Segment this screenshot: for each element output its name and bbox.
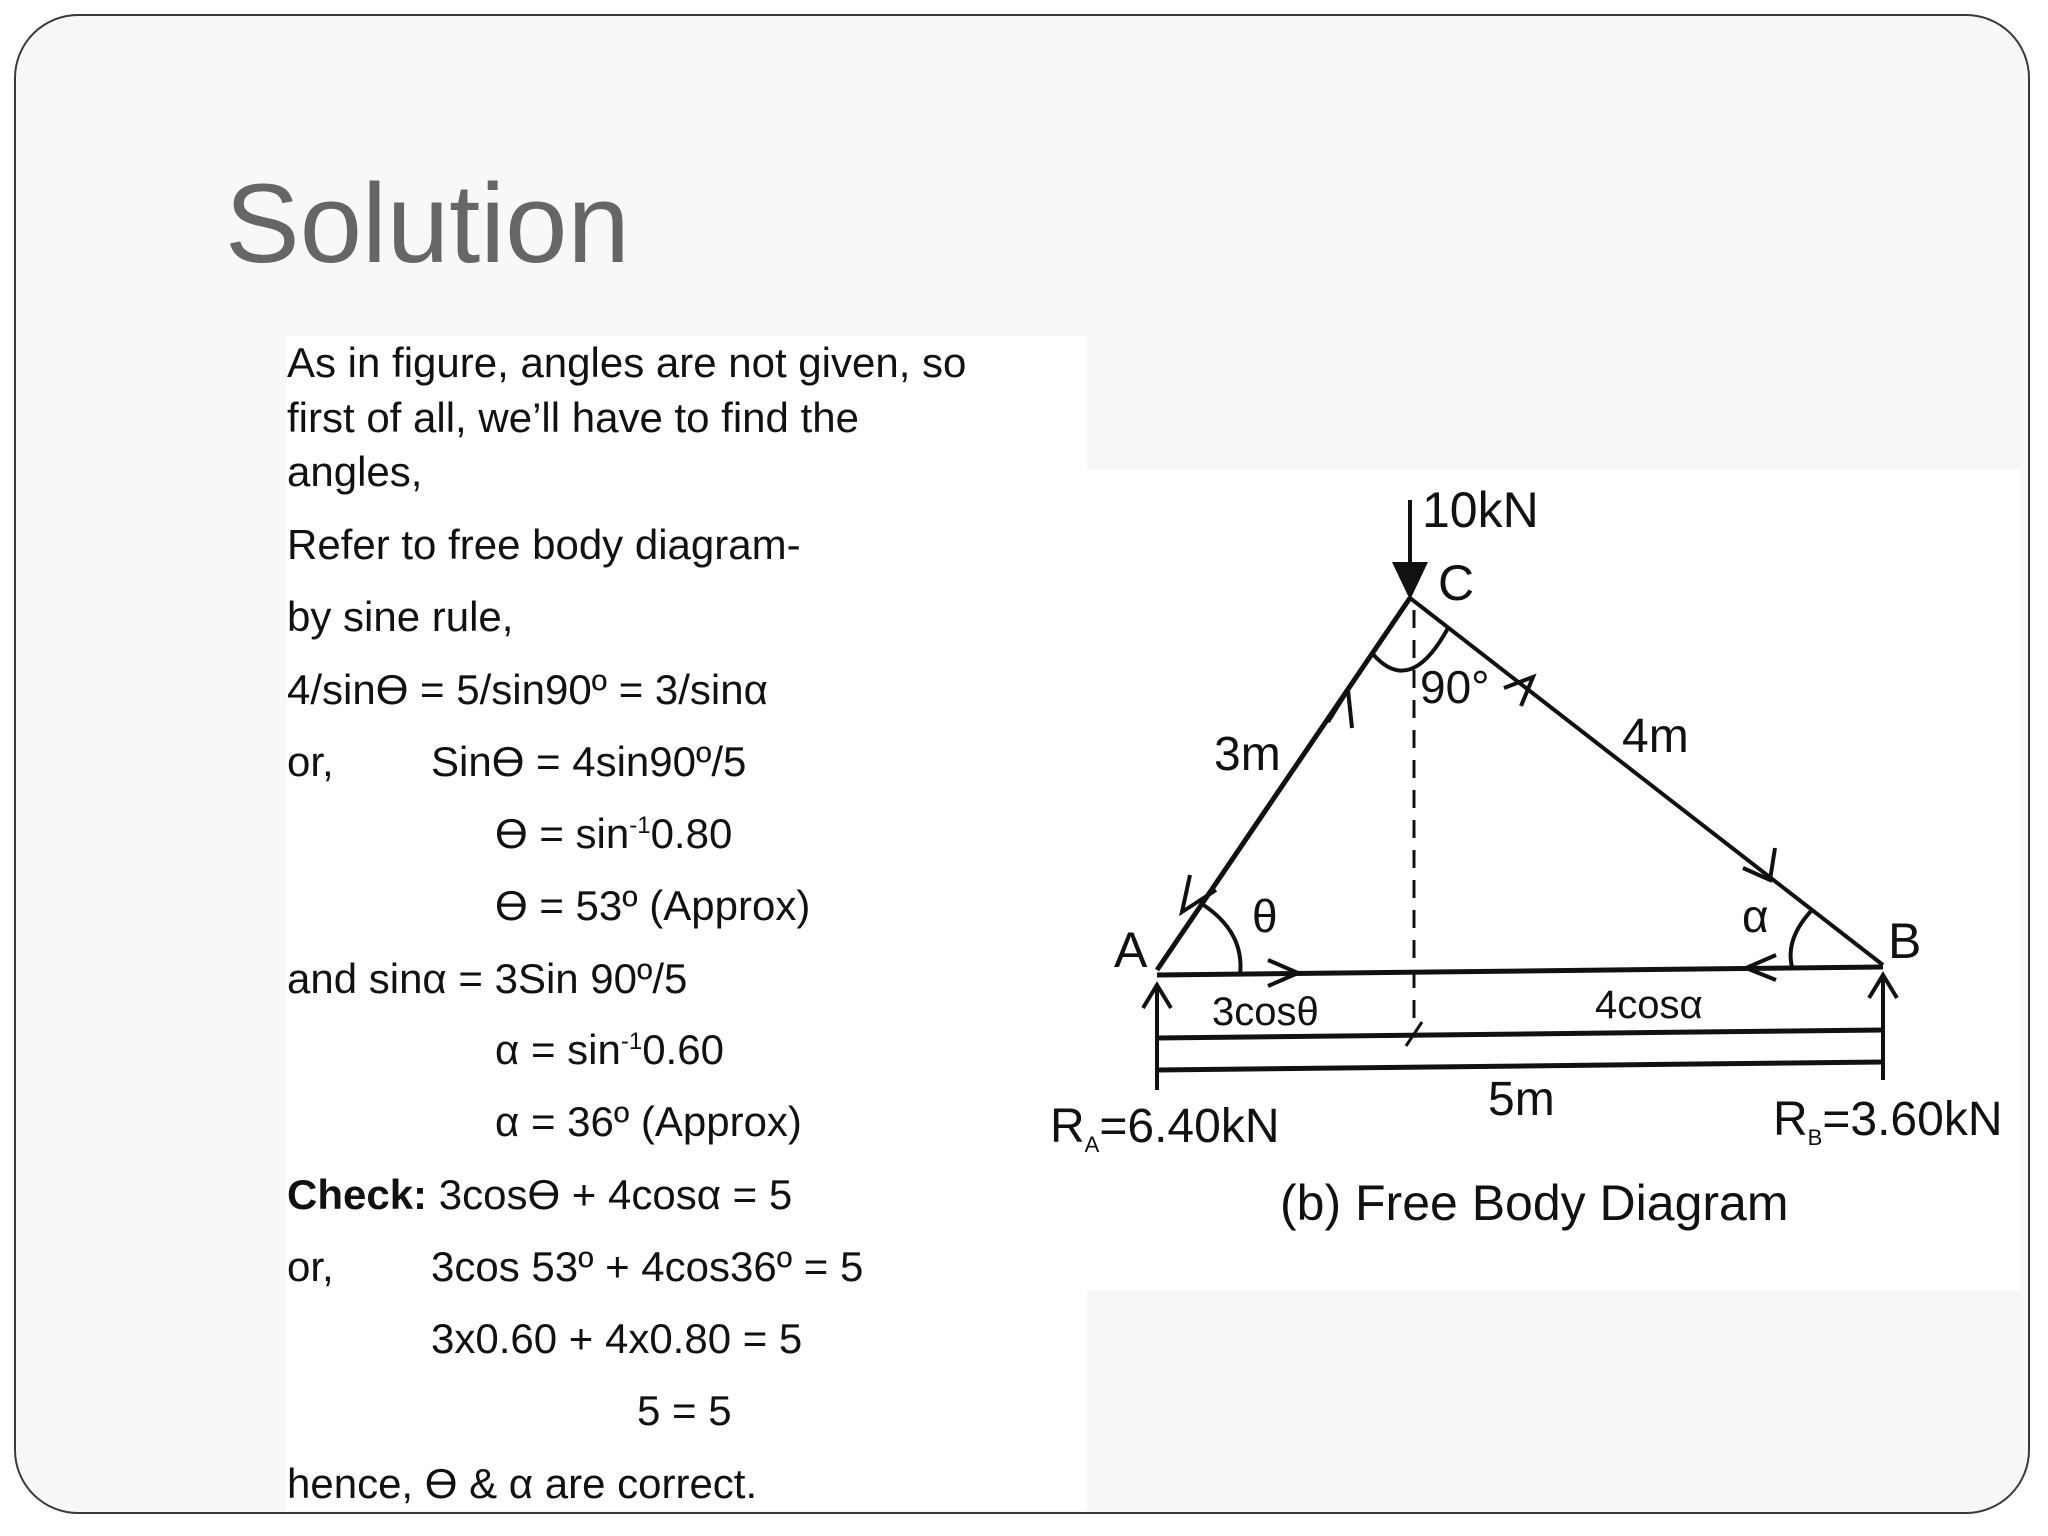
intro-line-1: As in figure, angles are not given, so: [287, 339, 967, 386]
page-title: Solution: [225, 161, 630, 286]
intro-line-2: first of all, we’ll have to find the: [287, 393, 859, 441]
intro-line-3: angles,: [287, 448, 423, 496]
equation-row-theta-value: [287, 879, 1087, 934]
equation-sine-rule: 4/sinϴ = 5/sin90º = 3/sinα: [287, 665, 768, 713]
sine-rule-line: by sine rule,: [287, 593, 514, 641]
node-b-label: B: [1888, 913, 1922, 969]
conclusion-line: hence, ϴ & α are correct.: [287, 1459, 758, 1507]
projection-b-label: 4cosα: [1595, 983, 1703, 1027]
angle-a-label: θ: [1252, 890, 1278, 942]
member-ab: [1157, 967, 1883, 975]
equation-row-theta-inverse: [287, 807, 1087, 862]
reaction-a-label: $R_A=6.40kN$: [1050, 1100, 1280, 1157]
check-label: Check:: [287, 1171, 428, 1219]
equation-sin-theta: Sinϴ = 4sin90º/5: [431, 737, 747, 785]
solution-text: [287, 336, 1087, 1511]
equation-check-values: 3cos 53º + 4cos36º = 5: [431, 1242, 864, 1290]
load-label: 10kN: [1422, 482, 1539, 538]
equation-row-alpha-value: [287, 1095, 1087, 1150]
equation-row-sin-theta: [287, 735, 1087, 790]
angle-b-label: α: [1742, 890, 1769, 942]
check-line: [287, 1168, 1087, 1223]
equation-theta-value: ϴ = 53º (Approx): [495, 881, 811, 929]
equation-check-numeric: 3x0.60 + 4x0.80 = 5: [431, 1314, 803, 1362]
equation-sin-alpha: and sinα = 3Sin 90º/5: [287, 954, 688, 1002]
check-equation: 3cosϴ + 4cosα = 5: [438, 1171, 793, 1219]
equation-alpha-inverse: $\alpha = \sin^{-1}0.60$: [495, 1026, 724, 1074]
diagram-caption: (b) Free Body Diagram: [1280, 1175, 1789, 1231]
arrow-cb-down-icon: [1743, 848, 1775, 880]
or-label: or,: [287, 737, 334, 785]
angle-arc-b: [1791, 909, 1813, 967]
equation-row-check-result: [287, 1384, 1087, 1439]
span-label: 5m: [1488, 1073, 1555, 1126]
equation-alpha-value: α = 36º (Approx): [495, 1098, 802, 1146]
or-label-2: or,: [287, 1242, 334, 1290]
angle-c-label: 90°: [1420, 661, 1490, 713]
equation-row-alpha-inverse: [287, 1023, 1087, 1078]
equation-check-result: 5 = 5: [637, 1386, 732, 1434]
refer-line: Refer to free body diagram-: [287, 520, 801, 568]
side-cb-label: 4m: [1622, 710, 1689, 763]
free-body-diagram: [1040, 470, 2020, 1290]
free-body-diagram-svg: [1040, 470, 2020, 1290]
side-ac-label: 3m: [1214, 728, 1281, 781]
equation-row-check-numeric: [287, 1312, 1087, 1367]
dimension-line-span: [1157, 1062, 1883, 1070]
reaction-b-label: $R_B=3.60kN$: [1773, 1093, 2003, 1150]
arrow-cb-up-icon: [1504, 677, 1533, 706]
angle-arc-a: [1202, 904, 1241, 975]
node-c-label: C: [1438, 555, 1475, 611]
equation-theta-inverse: $ϴ = \sin^{-1}0.80$: [495, 809, 733, 857]
equation-row-check-values: [287, 1240, 1087, 1295]
node-a-label: A: [1114, 922, 1148, 978]
load-arrow-head: [1392, 562, 1428, 600]
projection-a-label: 3cosθ: [1212, 990, 1319, 1034]
